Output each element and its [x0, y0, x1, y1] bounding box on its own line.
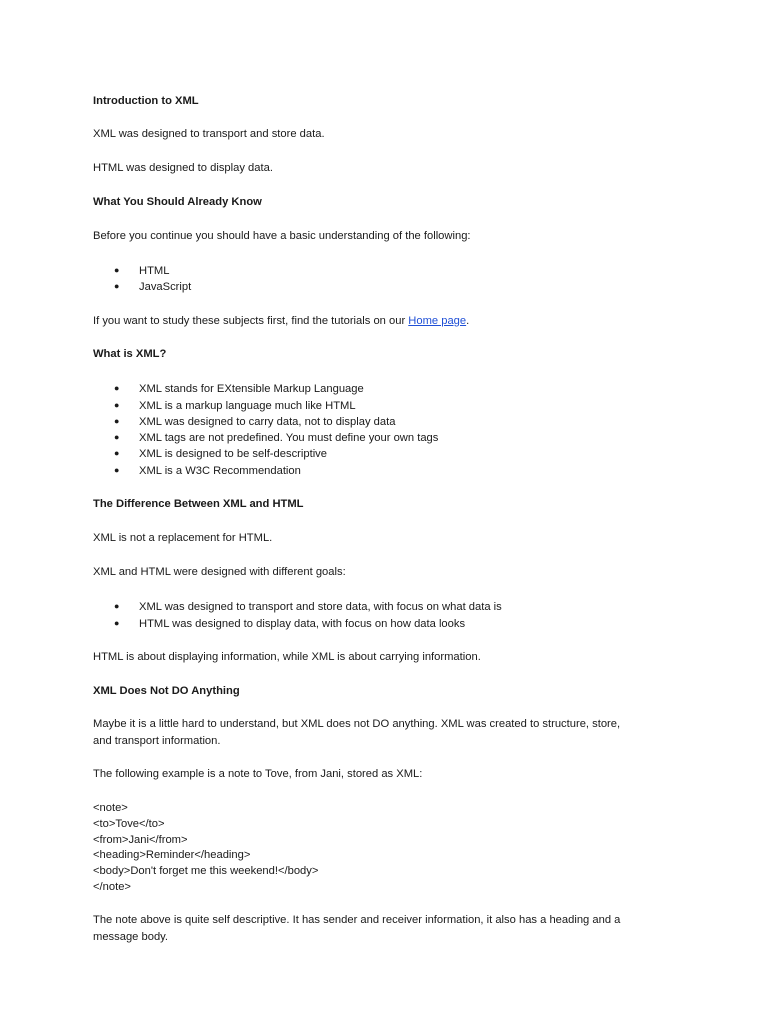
list-item: [114, 381, 364, 396]
bullet-icon: ●: [114, 432, 120, 442]
code-line: <from>Jani</from>: [93, 834, 188, 846]
paragraph-maybe-line-2: and transport information.: [93, 735, 221, 747]
home-page-link[interactable]: Home page: [408, 315, 467, 327]
bullet-icon: ●: [114, 601, 120, 611]
bullet-icon: ●: [114, 265, 120, 275]
bullet-icon: ●: [114, 400, 120, 410]
bullet-icon: ●: [114, 281, 120, 291]
paragraph-note-line-2: message body.: [93, 931, 169, 943]
list-item-text: XML is a W3C Recommendation: [139, 465, 301, 477]
bullet-icon: ●: [114, 465, 120, 475]
list-item-text: XML was designed to transport and store data, with focus on what data is: [139, 601, 502, 613]
list-item: [114, 279, 191, 294]
heading-does-not-do-anything: XML Does Not DO Anything: [93, 685, 240, 697]
paragraph-maybe-line-1: Maybe it is a little hard to understand, but XML does not DO anything. XML was created to structure, store,: [93, 718, 621, 730]
list-item: [114, 414, 395, 429]
list-item: [114, 398, 356, 413]
list-item-text: XML is a markup language much like HTML: [139, 400, 356, 412]
heading-difference: The Difference Between XML and HTML: [93, 498, 304, 510]
list-item-text: XML stands for EXtensible Markup Language: [139, 383, 364, 395]
list-item-text: HTML: [139, 265, 170, 277]
study-period: .: [466, 315, 470, 327]
code-line: <heading>Reminder</heading>: [93, 849, 251, 861]
list-item: [114, 599, 502, 614]
list-item-text: XML tags are not predefined. You must define your own tags: [139, 432, 439, 444]
bullet-icon: ●: [114, 383, 120, 393]
study-text: If you want to study these subjects first, find the tutorials on our: [93, 315, 409, 327]
list-item: [114, 446, 327, 461]
list-item-text: XML is designed to be self-descriptive: [139, 448, 328, 460]
code-line: <to>Tove</to>: [93, 818, 165, 830]
paragraph-display: HTML was designed to display data.: [93, 162, 273, 174]
paragraph-not-replacement: XML is not a replacement for HTML.: [93, 532, 273, 544]
list-item-text: XML was designed to carry data, not to display data: [139, 416, 396, 428]
heading-already-know: What You Should Already Know: [93, 196, 262, 208]
paragraph-goals: XML and HTML were designed with different goals:: [93, 566, 346, 578]
code-line: <body>Don't forget me this weekend!</body>: [93, 865, 319, 877]
list-item: [114, 463, 301, 478]
list-item: [114, 430, 438, 445]
heading-what-is-xml: What is XML?: [93, 348, 167, 360]
code-line: </note>: [93, 881, 131, 893]
paragraph-example: The following example is a note to Tove, from Jani, stored as XML:: [93, 768, 423, 780]
paragraph-about: HTML is about displaying information, while XML is about carrying information.: [93, 651, 481, 663]
paragraph-transport: XML was designed to transport and store data.: [93, 128, 325, 140]
bullet-icon: ●: [114, 618, 120, 628]
list-item: [114, 616, 465, 631]
paragraph-before: Before you continue you should have a basic understanding of the following:: [93, 230, 471, 242]
list-item: [114, 263, 169, 278]
paragraph-note-line-1: The note above is quite self descriptive. It has sender and receiver information, it also has a heading and a: [93, 914, 621, 926]
bullet-icon: ●: [114, 448, 120, 458]
list-item-text: JavaScript: [139, 281, 192, 293]
paragraph-study: [93, 314, 469, 328]
list-item-text: HTML was designed to display data, with focus on how data looks: [139, 618, 466, 630]
code-line: <note>: [93, 802, 128, 814]
bullet-icon: ●: [114, 416, 120, 426]
heading-introduction: Introduction to XML: [93, 95, 199, 107]
